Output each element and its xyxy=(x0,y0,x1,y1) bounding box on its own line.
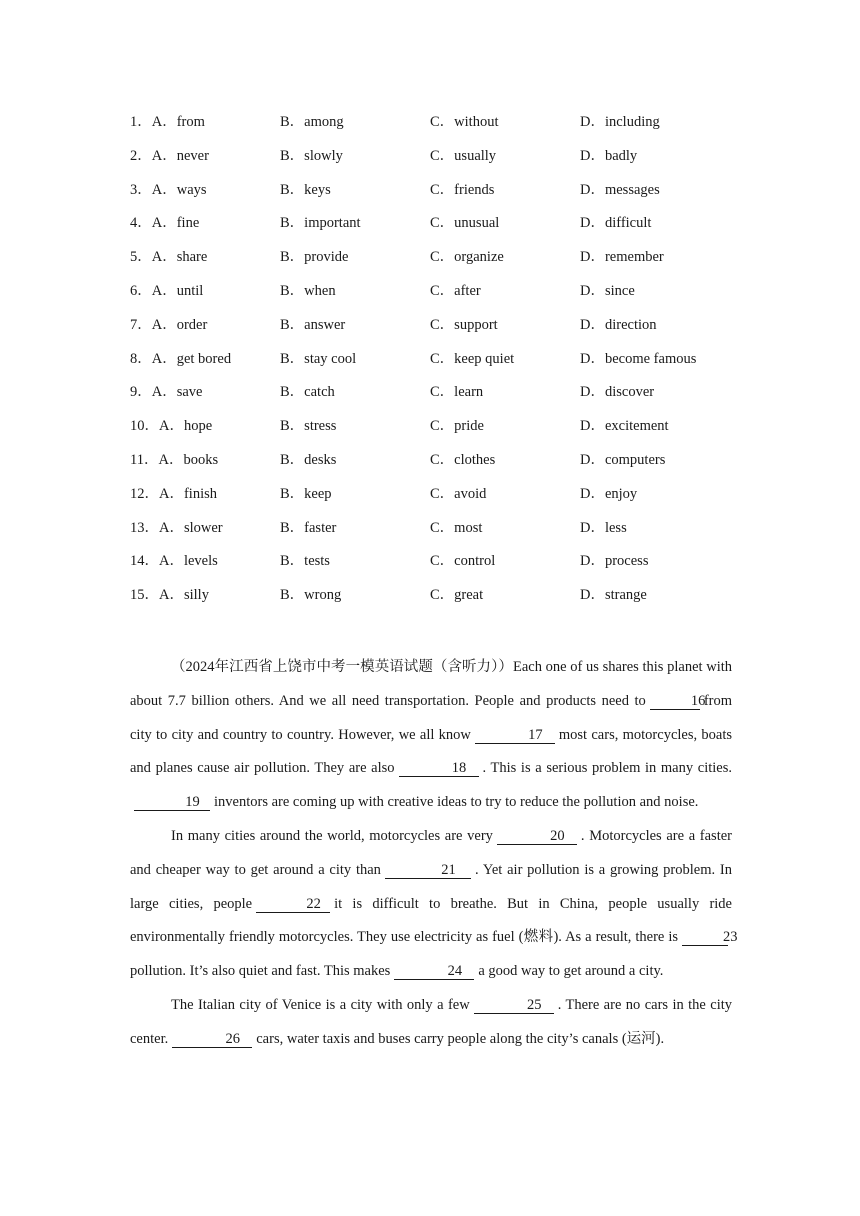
option-c: C．great xyxy=(430,587,484,604)
option-d: D．discover xyxy=(580,384,655,401)
option-d: D．computers xyxy=(580,451,666,468)
option-c: C．pride xyxy=(430,418,484,435)
blank-19: 19 xyxy=(134,794,210,811)
option-c: C．unusual xyxy=(430,215,500,232)
question-number: 3． xyxy=(130,181,152,198)
option-b: B．desks xyxy=(280,451,337,468)
blank-21: 21 xyxy=(385,862,471,879)
option-b: B．keep xyxy=(280,485,332,502)
option-row xyxy=(130,246,770,280)
option-row xyxy=(130,517,770,551)
blank-23: 23 xyxy=(682,929,728,946)
option-d: D．remember xyxy=(580,249,664,266)
option-a: 5．A．share xyxy=(130,249,208,266)
question-number: 5． xyxy=(130,249,152,266)
option-c: C．clothes xyxy=(430,451,496,468)
option-d: D．badly xyxy=(580,147,638,164)
blank-24: 24 xyxy=(394,963,474,980)
option-row xyxy=(130,145,770,179)
option-d: D．since xyxy=(580,282,635,299)
question-number: 1． xyxy=(130,114,152,130)
option-b: B．tests xyxy=(280,553,330,570)
option-a: 8．A．get bored xyxy=(130,350,232,367)
option-c: C．most xyxy=(430,519,483,536)
option-b: B．stay cool xyxy=(280,350,357,367)
option-row xyxy=(130,348,770,382)
option-a: 10．A．hope xyxy=(130,418,213,435)
blank-17: 17 xyxy=(475,727,555,744)
question-number: 14． xyxy=(130,553,159,570)
blank-25: 25 xyxy=(474,997,554,1014)
blank-18: 18 xyxy=(399,760,479,777)
passage-paragraph-1: （2024年江西省上饶市中考一模英语试题（含听力））Each one of us shares this planet with about 7.7 billion others. And we all need transportation. People and products need to 16from city to city and country to country. However, we all know 17 most cars, motorcycles, boats and planes cause air pollution. They are also 18 . This is a serious problem in many cities.19 inventors are coming up with creative ideas to try to reduce the pollution and noise. xyxy=(130,659,733,811)
option-row xyxy=(130,314,770,348)
passage-paragraph-3: The Italian city of Venice is a city with only a few 25 . There are no cars in the city center. 26 cars, water taxis and buses carry people along the city’s canals (运河). xyxy=(130,996,733,1047)
question-number: 10． xyxy=(130,418,159,435)
question-number: 7． xyxy=(130,316,152,333)
option-d: D．direction xyxy=(580,316,657,333)
option-c: C．control xyxy=(430,553,496,570)
question-number: 9． xyxy=(130,384,152,401)
passage-paragraph-2: In many cities around the world, motorcycles are very 20 . Motorcycles are a faster and cheaper way to get around a city than 21 . Yet air pollution is a growing problem. In large cities, people 22 it is difficult to breathe. But in China, people usually ride environmentally friendly motorcycles. They use electricity as fuel (燃料). As a result, there is 23pollution. It’s also quiet and fast. This makes 24 a good way to get around a city. xyxy=(130,827,738,980)
option-a: 12．A．finish xyxy=(130,485,217,502)
question-number: 6． xyxy=(130,282,152,299)
option-b: B．when xyxy=(280,282,336,299)
option-b: B．faster xyxy=(280,519,337,536)
option-c: C．keep quiet xyxy=(430,350,515,367)
option-b: B．provide xyxy=(280,249,349,266)
option-d: D．become famous xyxy=(580,350,697,367)
question-number: 15． xyxy=(130,587,159,604)
option-a: 3．A．ways xyxy=(130,181,207,198)
option-row xyxy=(130,584,770,618)
option-d: D．enjoy xyxy=(580,485,638,502)
option-a: 6．A．until xyxy=(130,282,204,299)
option-a: 13．A．slower xyxy=(130,519,223,536)
option-a: 14．A．levels xyxy=(130,553,218,570)
option-row xyxy=(130,111,770,145)
option-c: C．support xyxy=(430,316,498,333)
option-a: 11．A．books xyxy=(130,451,219,468)
option-a: 7．A．order xyxy=(130,316,208,333)
question-number: 12． xyxy=(130,485,159,502)
blank-20: 20 xyxy=(497,828,577,845)
option-row xyxy=(130,212,770,246)
question-number: 4． xyxy=(130,215,152,232)
question-number: 8． xyxy=(130,350,152,367)
option-row xyxy=(130,179,770,213)
option-c: C．organize xyxy=(430,249,504,266)
option-row xyxy=(130,415,770,449)
option-d: D．less xyxy=(580,519,627,536)
option-a: 15．A．silly xyxy=(130,587,209,604)
option-a: 4．A．fine xyxy=(130,215,200,232)
option-d: D．excitement xyxy=(580,418,669,435)
option-row xyxy=(130,483,770,517)
question-number: 13． xyxy=(130,519,159,536)
blank-16: 16 xyxy=(650,693,700,710)
option-c: C．learn xyxy=(430,384,484,401)
question-number: 11． xyxy=(130,451,159,468)
option-b: B．slowly xyxy=(280,147,343,164)
option-b: B．catch xyxy=(280,384,335,401)
option-b: B．keys xyxy=(280,181,331,198)
option-d: D．process xyxy=(580,553,649,570)
option-row xyxy=(130,449,770,483)
cloze-passage xyxy=(130,651,738,1057)
blank-26: 26 xyxy=(172,1031,252,1048)
answer-options-list xyxy=(130,111,770,618)
option-d: D．difficult xyxy=(580,215,652,232)
option-c: C．avoid xyxy=(430,485,487,502)
option-a: 9．A．save xyxy=(130,384,203,401)
option-d: D．including xyxy=(580,114,660,130)
option-row xyxy=(130,280,770,314)
question-number: 2． xyxy=(130,147,152,164)
option-c: C．friends xyxy=(430,181,495,198)
option-c: C．after xyxy=(430,282,481,299)
option-c: C．usually xyxy=(430,147,497,164)
option-d: D．messages xyxy=(580,181,660,198)
option-b: B．stress xyxy=(280,418,337,435)
option-b: B．important xyxy=(280,215,361,232)
option-d: D．strange xyxy=(580,587,647,604)
option-a: 2．A．never xyxy=(130,147,209,164)
option-row xyxy=(130,381,770,415)
option-b: B．wrong xyxy=(280,587,342,604)
option-c: C．without xyxy=(430,114,499,130)
option-b: B．among xyxy=(280,114,344,130)
option-row xyxy=(130,550,770,584)
option-b: B．answer xyxy=(280,316,346,333)
blank-22: 22 xyxy=(256,896,330,913)
option-a: 1．A．from xyxy=(130,114,205,130)
